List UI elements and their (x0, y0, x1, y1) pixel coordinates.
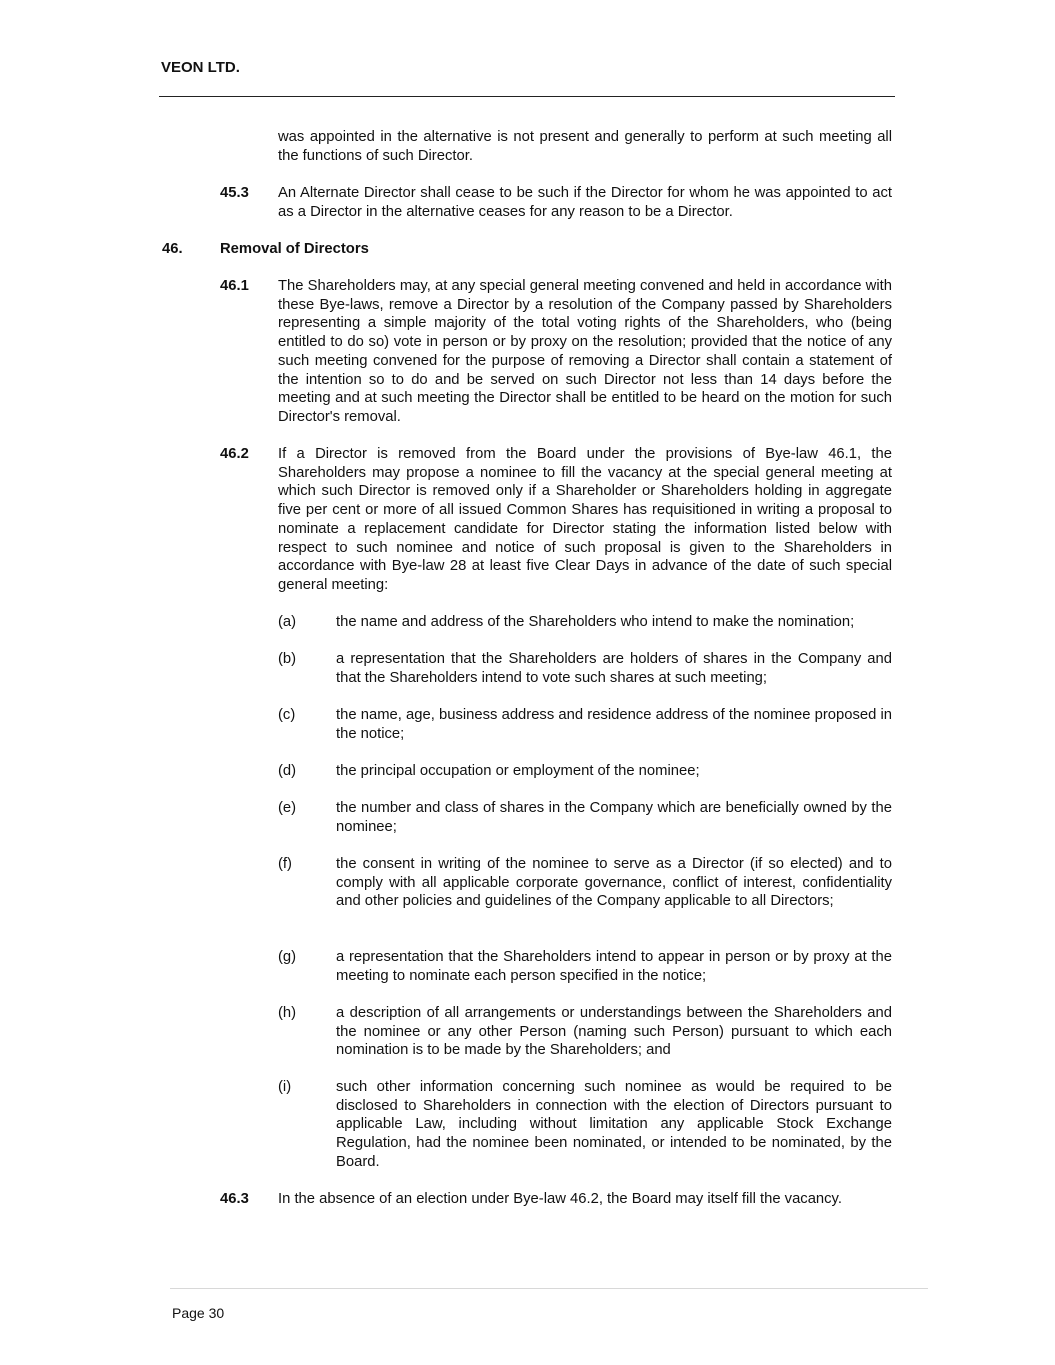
clause-text: An Alternate Director shall cease to be such if the Director for whom he was appointed to act as a Director in the alternative ceases for any reason to be a Director. (278, 185, 892, 220)
list-item-text: the consent in writing of the nominee to serve as a Director (if so elected) and to comply with all applicable corporate governance, conflict of interest, confidentiality and other policies and guidelines of the Company applicable to all Directors; (336, 856, 892, 910)
list-item-text: a representation that the Shareholders intend to appear in person or by proxy at the meeting to nominate each person specified in the notice; (336, 949, 892, 984)
header-divider (159, 96, 895, 97)
clause-number: 45.3 (220, 185, 249, 201)
list-item-label: (c) (278, 707, 296, 723)
list-item-text: a description of all arrangements or understandings between the Shareholders and the nominee or any other Person (naming such Person) pursuant to which each nomination is to be made by the Shareholders; and (336, 1005, 892, 1059)
continued-paragraph: was appointed in the alternative is not present and generally to perform at such meeting all the functions of such Director. (278, 129, 892, 164)
company-name: VEON LTD. (161, 59, 240, 76)
list-item-text: the number and class of shares in the Company which are beneficially owned by the nominee; (336, 800, 892, 835)
clause-text: The Shareholders may, at any special general meeting convened and held in accordance with these Bye-laws, remove a Director by a resolution of the Company passed by Shareholders representing a simple majority of the total voting rights of the Shareholders, who (being entitled to do so) vote in person or by proxy on the resolution; provided that the notice of any such meeting convened for the purpose of removing a Director shall contain a statement of the intention so to do and be served on such Director not less than 14 days before the meeting and at such meeting the Director shall be entitled to be heard on the motion for such Director's removal. (278, 278, 892, 425)
list-item-label: (e) (278, 800, 297, 816)
clause-text: In the absence of an election under Bye-law 46.2, the Board may itself fill the vacancy. (278, 1191, 842, 1207)
list-item-label: (h) (278, 1005, 297, 1021)
clause-number: 46.3 (220, 1191, 249, 1207)
list-item-label: (f) (278, 856, 292, 872)
clause-text: If a Director is removed from the Board under the provisions of Bye-law 46.1, the Shareholders may propose a nominee to fill the vacancy at the special general meeting at which such Director is removed only if a Shareholder or Shareholders holding in aggregate five per cent or more of all issued Common Shares has requisitioned in writing a proposal to nominate a replacement candidate for Director stating the information listed below with respect to such nominee and notice of such proposal is given to the Shareholders in accordance with Bye-law 28 at least five Clear Days in advance of the date of such special general meeting: (278, 446, 892, 593)
clause-number: 46.2 (220, 446, 249, 462)
footer-divider (170, 1288, 928, 1289)
list-item-text: a representation that the Shareholders are holders of shares in the Company and that the Shareholders intend to vote such shares at such meeting; (336, 651, 892, 686)
section-number: 46. (162, 241, 183, 257)
list-item-text: such other information concerning such nominee as would be required to be disclosed to Shareholders in connection with the election of Directors pursuant to applicable Law, including without limitation any applicable Stock Exchange Regulation, had the nominee been nominated, or intended to be nominated, by the Board. (336, 1079, 892, 1170)
page-number: Page 30 (172, 1305, 225, 1321)
list-item-label: (i) (278, 1079, 292, 1095)
list-item-label: (g) (278, 949, 297, 965)
list-item-label: (b) (278, 651, 297, 667)
clause-number: 46.1 (220, 278, 249, 294)
list-item-text: the name, age, business address and residence address of the nominee proposed in the notice; (336, 707, 892, 742)
list-item-label: (d) (278, 763, 297, 779)
list-item-text: the principal occupation or employment of the nominee; (336, 763, 700, 779)
list-item-label: (a) (278, 614, 297, 630)
section-title: Removal of Directors (220, 241, 369, 257)
list-item-text: the name and address of the Shareholders who intend to make the nomination; (336, 614, 855, 630)
